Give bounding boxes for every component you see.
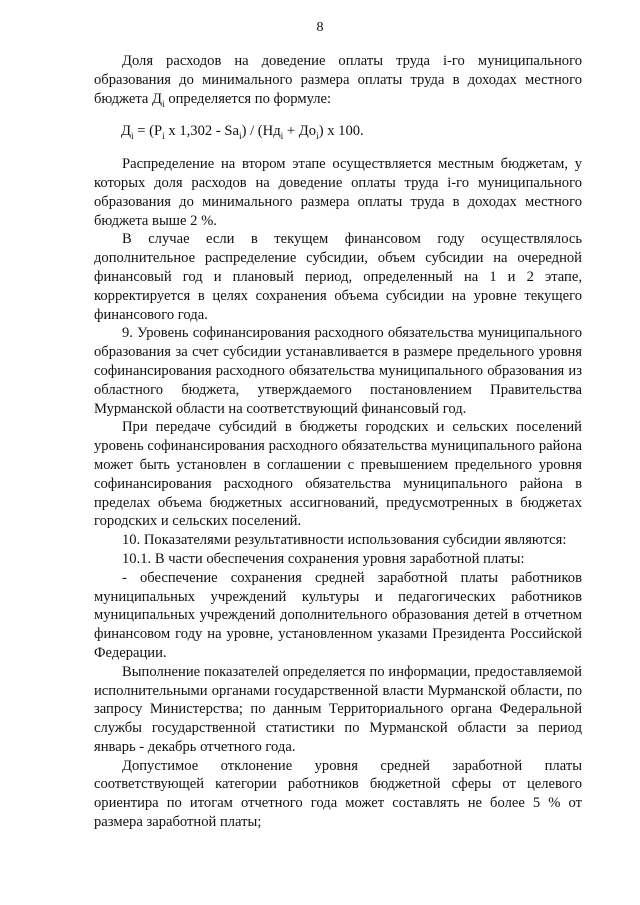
subscript: i bbox=[130, 132, 134, 143]
formula-part: ) x 100. bbox=[318, 123, 364, 140]
formula bbox=[121, 122, 582, 141]
paragraph-second-stage: Распределение на втором этапе осуществляется местным бюджетам, у которых доля расходов на доведение оплаты труда i-го муниципального образования до минимального размера оплаты труда в доходах местного бюджета выше 2 %. bbox=[94, 156, 582, 229]
formula-part: = (P bbox=[133, 123, 163, 140]
subscript: i bbox=[162, 132, 165, 143]
formula-part: x 1,302 - Sa bbox=[164, 123, 239, 140]
paragraph-indicator-fulfillment: Выполнение показателей определяется по информации, предоставляемой исполнительными органами государственной власти Мурманской области, по запросу Министерства; по данным Территориального органа Федеральной службы государственной статистики по Мурманской области за период январь - декабрь отчетного года. bbox=[94, 663, 582, 755]
paragraph-settlements: При передаче субсидий в бюджеты городских и сельских поселений уровень софинансирования расходного обязательства муниципального района может быть установлен в соглашении с превышением предельного уровня софинансирования расходного обязательства муниципального района в пределах объема бюджетных ассигнований, предусмотренных в бюджетах городских и сельских поселений. bbox=[94, 419, 582, 530]
document-body bbox=[94, 52, 582, 832]
paragraph-additional-distribution: В случае если в текущем финансовом году осуществлялось дополнительное распределение субсидии, объем субсидии на очередной финансовый год и плановый период, определенный на 1 и 2 этапе, корректируется в целях сохранения объема субсидии на уровне текущего финансового года. bbox=[94, 231, 582, 323]
formula-part: + До bbox=[283, 123, 317, 140]
page-number: 8 bbox=[316, 20, 324, 35]
subscript: i bbox=[238, 132, 242, 143]
formula-part: Д bbox=[121, 123, 131, 140]
paragraph-allowed-deviation: Допустимое отклонение уровня средней заработной платы соответствующей категории работников бюджетной сферы от целевого ориентира по итогам отчетного года может составлять не более 5 % от размера заработной платы; bbox=[94, 757, 582, 831]
paragraph-10-1: 10.1. В части обеспечения сохранения уровня заработной платы: bbox=[122, 550, 525, 567]
paragraph-cofinancing-level: 9. Уровень софинансирования расходного обязательства муниципального образования за счет субсидии устанавливается в размере предельного уровня софинансирования расходного обязательства муниципального образования из областного бюджета, утверждаемого постановлением Правительства Мурманской области на соответствующий финансовый год. bbox=[94, 325, 582, 417]
formula-part: ) / (Нд bbox=[241, 123, 281, 140]
subscript: i bbox=[280, 132, 284, 143]
paragraph-salary-preservation: - обеспечение сохранения средней заработной платы работников муниципальных учреждений культуры и педагогических работников муниципальных учреждений дополнительного образования детей в отчетном финансовом году на уровне, установленном указами Президента Российской Федерации. bbox=[94, 569, 582, 661]
paragraph-indicators: 10. Показателями результативности использования субсидии являются: bbox=[122, 532, 567, 549]
paragraph-share-definition bbox=[94, 52, 582, 108]
paragraph-text: Доля расходов на доведение оплаты труда i-го муниципального образования до минимального размера оплаты труда в доходах местного бюджета Д bbox=[94, 53, 582, 107]
paragraph-text: определяется по формуле: bbox=[168, 90, 332, 107]
subscript: i bbox=[162, 99, 165, 110]
subscript: i bbox=[316, 132, 319, 143]
